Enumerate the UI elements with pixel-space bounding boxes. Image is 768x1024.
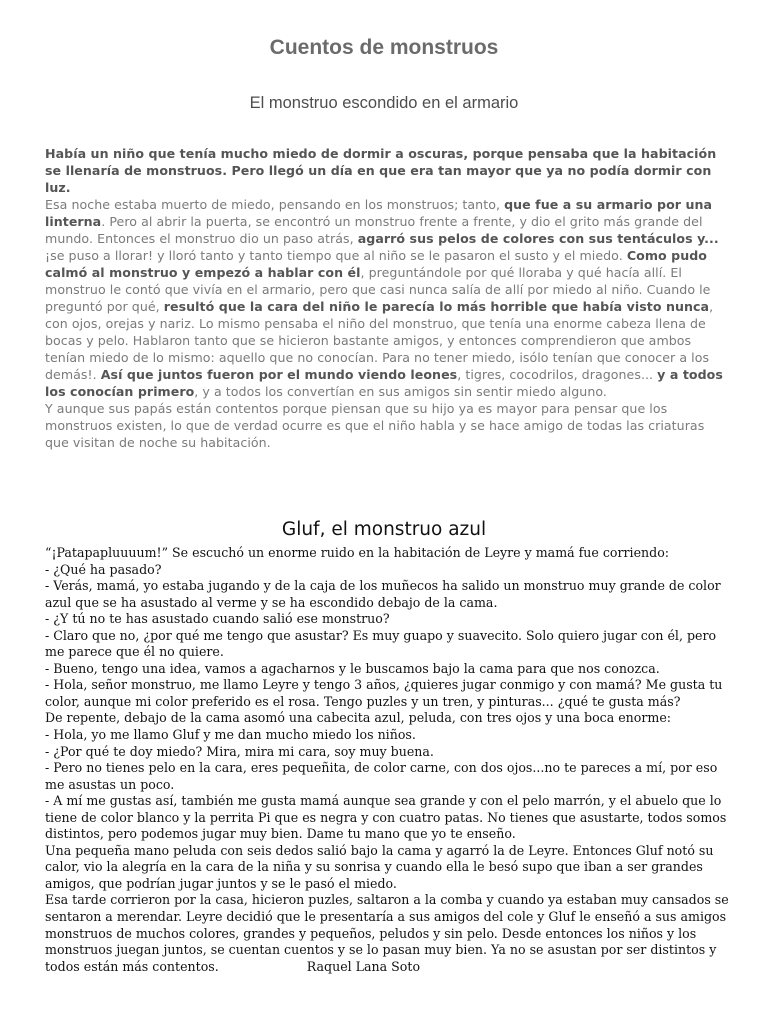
- story2-paragraph: - Pero no tienes pelo en la cara, eres pequeñita, de color carne, con dos ojos...no te pareces a mí, por eso me asustas un poco.: [45, 760, 718, 792]
- author-signature: Raquel Lana Soto: [306, 958, 421, 974]
- story2-paragraph: - ¿Qué ha pasado?: [45, 561, 162, 577]
- story2-paragraph: - A mí me gustas así, también me gusta mamá aunque sea grande y con el pelo marrón, y el abuelo que lo tiene de color blanco y la perrita Pi que es negra y con cuatro patas. No tienes que asustarte, todos somos distintos, pero podemos jugar muy bien. Dame tu mano que yo te enseño.: [45, 793, 727, 842]
- story2-body: [45, 545, 735, 975]
- bold-text: Había un niño que tenía mucho miedo de dormir a oscuras, porque pensaba que la habitación se llenaría de monstruos. Pero llegó un día en que era tan mayor que ya no podía dormir con luz.: [45, 146, 717, 195]
- bold-text: resultó que la cara del niño le parecía lo más horrible que había visto nunca: [163, 299, 710, 314]
- text-run: , tigres, cocodrilos, dragones...: [457, 367, 658, 382]
- story1-paragraph-3: [45, 400, 730, 451]
- story2-paragraph: - Verás, mamá, yo estaba jugando y de la caja de los muñecos ha salido un monstruo muy grande de color azul que se ha asustado al verme y se ha escondido debajo de la cama.: [45, 578, 721, 610]
- story2-paragraph: - ¿Por qué te doy miedo? Mira, mira mi cara, soy muy buena.: [45, 743, 434, 759]
- page-title: Cuentos de monstruos: [269, 36, 499, 59]
- bold-text: que fue a su armario por una linterna: [45, 197, 713, 229]
- text-run: , y a todos los convertían en sus amigos sin sentir miedo alguno.: [194, 384, 607, 399]
- story2-paragraph: - Bueno, tengo una idea, vamos a agacharnos y le buscamos bajo la cama para que nos conozca.: [45, 660, 660, 676]
- story2-paragraph: - Hola, señor monstruo, me llamo Leyre y tengo 3 años, ¿quieres jugar conmigo y con mamá? Me gusta tu color, aunque mi color preferido es el rosa. Tengo puzles y un tren, y pinturas... ¿qué te gusta más?: [45, 677, 723, 709]
- text-run: , con ojos, orejas y nariz. Lo mismo pensaba el niño del monstruo, que tenía una enorme cabeza llena de bocas y pelo. Hablaron tanto que se hicieron bastante amigos, y entonces comprendieron que ambos tenían miedo de lo mismo: aquello que no conocían. Para no tener miedo, isólo tenían que conocer a los demás!.: [45, 299, 714, 382]
- story2-paragraph: - ¿Y tú no te has asustado cuando salió ese monstruo?: [45, 611, 390, 627]
- story1-body: [45, 145, 730, 451]
- story2-paragraph: Una pequeña mano peluda con seis dedos salió bajo la cama y agarró la de Leyre. Entonces Gluf notó su calor, vio la alegría en la cara de la niña y su sonrisa y cuando ella le besó supo que iban a ser grandes amigos, que podrían jugar juntos y se le pasó el miedo.: [45, 842, 714, 891]
- bold-text: Así que juntos fueron por el mundo viendo leones: [100, 367, 458, 382]
- story1-title: El monstruo escondido en el armario: [249, 94, 519, 112]
- story2-paragraph: “¡Patapapluuuum!” Se escuchó un enorme ruido en la habitación de Leyre y mamá fue corriendo:: [45, 545, 670, 560]
- story2-last-paragraph: [45, 892, 735, 975]
- text-run: ¡se puso a llorar! y lloró tanto y tanto tiempo que al niño se le pasaron el susto y el miedo.: [45, 248, 627, 263]
- text-run: . Pero al abrir la puerta, se encontró un monstruo frente a frente, y dio el grito más grande del mundo. Entonces el monstruo dio un paso atrás,: [45, 214, 703, 246]
- story2-paragraph: - Hola, yo me llamo Gluf y me dan mucho miedo los niños.: [45, 727, 416, 743]
- bold-text: y a todos los conocían primero: [45, 367, 723, 399]
- story2-paragraph: - Claro que no, ¿por qué me tengo que asustar? Es muy guapo y suavecito. Solo quiero jugar con él, pero me parece que él no quiere.: [45, 627, 717, 660]
- story2-paragraph-text: Esa tarde corrieron por la casa, hicieron puzles, saltaron a la comba y cuando ya estaban muy cansados se sentaron a merendar. Leyre decidió que le presentaría a sus amigos del cole y Gluf le enseñó a sus amigos monstruos de muchos colores, grandes y pequeños, peludos y sin pelo. Desde entonces los niños y los monstruos juegan juntos, se cuentan cuentos y se lo pasan muy bien. Ya no se asustan por ser distintos y todos están más contentos.: [45, 892, 729, 974]
- bold-text: agarró sus pelos de colores con sus tentáculos y...: [357, 231, 719, 246]
- text-run: , preguntándole por qué lloraba y qué hacía allí. El monstruo le contó que vivía en el armario, pero que casi nunca salía de allí por miedo al niño. Cuando le preguntó por qué,: [45, 265, 711, 314]
- bold-text: Como pudo calmó al monstruo y empezó a hablar con él: [45, 248, 707, 280]
- story1-paragraph-2: [45, 196, 730, 400]
- text-run: Y aunque sus papás están contentos porque piensan que su hijo ya es mayor para pensar que los monstruos existen, lo que de verdad ocurre es que el niño habla y se hace amigo de todas las criaturas que visitan de noche su habitación.: [45, 401, 705, 450]
- text-run: Esa noche estaba muerto de miedo, pensando en los monstruos; tanto,: [45, 197, 505, 212]
- story1-paragraph-1: [45, 145, 730, 196]
- story2-paragraph: De repente, debajo de la cama asomó una cabecita azul, peluda, con tres ojos y una boca enorme:: [45, 710, 672, 726]
- story2-title: Gluf, el monstruo azul: [281, 519, 487, 540]
